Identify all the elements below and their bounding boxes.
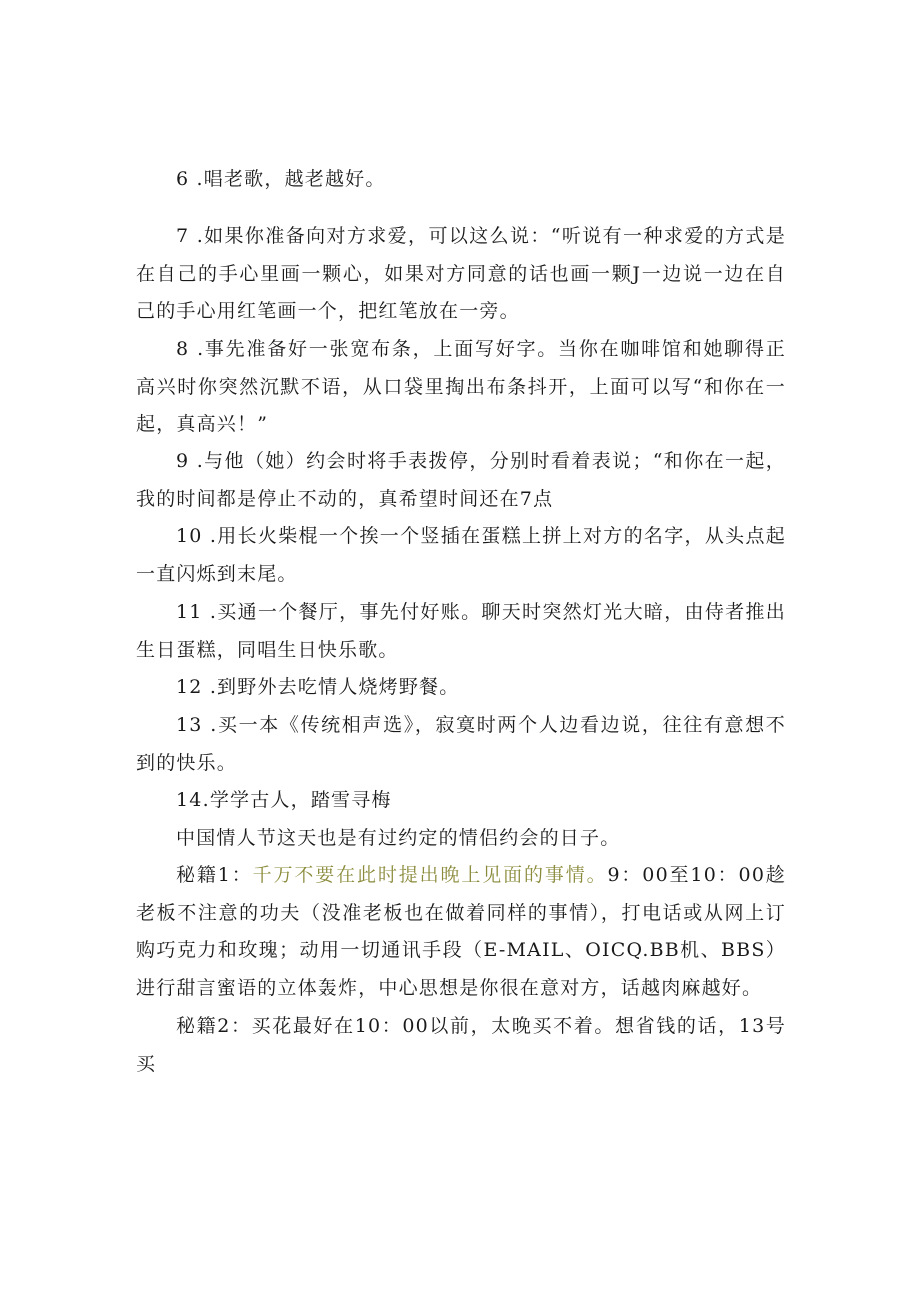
paragraph-9: 9 .与他（她）约会时将手表拨停，分别时看着表说；“和你在一起，我的时间都是停止不动的，真希望时间还在7点 (136, 450, 786, 510)
paragraph-16-prefix: 秘籍1： (176, 864, 253, 886)
paragraph-8: 8 .事先准备好一张宽布条，上面写好字。当你在咖啡馆和她聊得正高兴时你突然沉默不语，从口袋里掏出布条抖开，上面可以写“和你在一起，真高兴！” (136, 338, 786, 435)
paragraph-13: 13 .买一本《传统相声选》，寂寞时两个人边看边说，往往有意想不到的快乐。 (136, 714, 786, 774)
paragraph-14: 14.学学古人，踏雪寻梅 (176, 789, 392, 811)
paragraph-17: 秘籍2：买花最好在10：00以前，太晚买不着。想省钱的话，13号买 (136, 1015, 786, 1075)
paragraph-16-highlight: 千万不要在此时提出晚上见面的事情。 (252, 864, 608, 886)
paragraph-16 (136, 857, 786, 1007)
paragraph-7: 7 .如果你准备向对方求爱，可以这么说：“听说有一种求爱的方式是在自己的手心里画一颗心，如果对方同意的话也画一颗J一边说一边在自己的手心用红笔画一个，把红笔放在一旁。 (136, 225, 786, 322)
paragraph-11: 11 .买通一个餐厅，事先付好账。聊天时突然灯光大暗，由侍者推出生日蛋糕，同唱生日快乐歌。 (136, 601, 786, 661)
paragraph-12: 12 .到野外去吃情人烧烤野餐。 (176, 676, 460, 698)
paragraph-6: 6 .唱老歌，越老越好。 (176, 168, 386, 190)
paragraph-16-rest: 9：00至10：00趁老板不注意的功夫（没准老板也在做着同样的事情），打电话或从网上订购巧克力和玫瑰；动用一切通讯手段（E-MAIL、OICQ.BB机、BBS）进行甜言蜜语的立体轰炸，中心思想是你很在意对方，话越肉麻越好。 (136, 864, 787, 999)
paragraph-10: 10 .用长火柴棍一个挨一个竖插在蛋糕上拼上对方的名字，从头点起一直闪烁到末尾。 (136, 525, 786, 585)
paragraph-15: 中国情人节这天也是有过约定的情侣约会的日子。 (176, 827, 621, 849)
